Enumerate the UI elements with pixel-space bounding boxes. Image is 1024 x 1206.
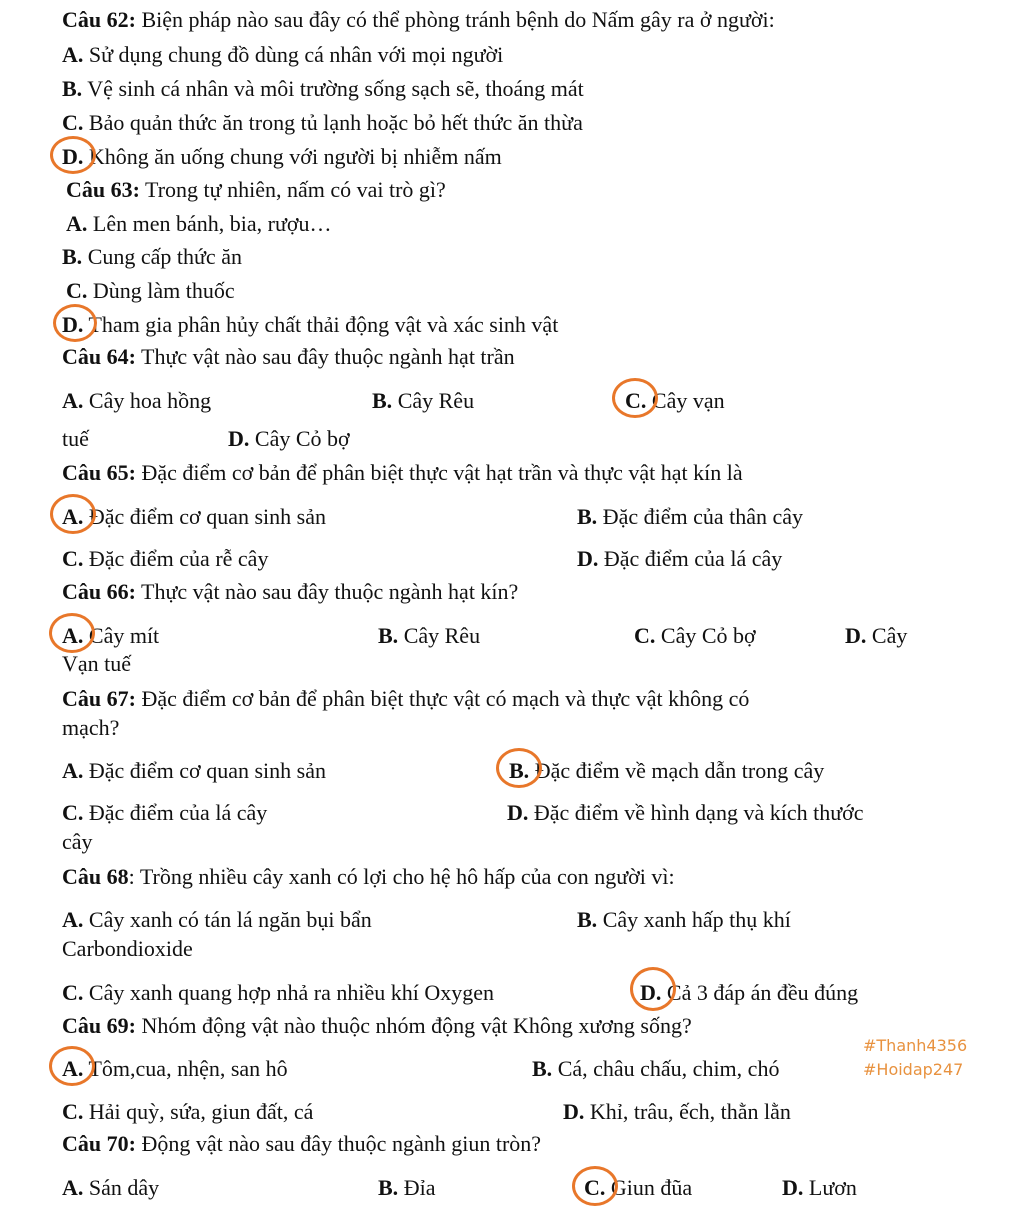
q62-question: Câu 62: Biện pháp nào sau đây có thể phòng tránh bệnh do Nấm gây ra ở người: (62, 7, 775, 32)
q63-option-d: D. Tham gia phân hủy chất thải động vật và xác sinh vật (62, 312, 559, 337)
q62-option-c: C. Bảo quản thức ăn trong tủ lạnh hoặc bỏ hết thức ăn thừa (62, 110, 583, 135)
q64-option-d: D. Cây Cỏ bợ (228, 426, 350, 451)
q66-option-d: D. Cây (845, 623, 908, 648)
q65-option-d: D. Đặc điểm của lá cây (577, 546, 783, 571)
q62-option-d: D. Không ăn uống chung với người bị nhiễm nấm (62, 144, 502, 169)
q70-option-a: A. Sán dây (62, 1175, 160, 1200)
q69-option-a: A. Tôm,cua, nhện, san hô (62, 1056, 288, 1081)
q67-option-c-continued: cây (62, 829, 93, 854)
q69-option-d: D. Khỉ, trâu, ếch, thằn lằn (563, 1099, 791, 1124)
q65-option-c: C. Đặc điểm của rễ cây (62, 546, 269, 571)
q65-option-a: A. Đặc điểm cơ quan sinh sản (62, 504, 326, 529)
q63-option-a: A. Lên men bánh, bia, rượu… (66, 211, 332, 236)
q69-option-b: B. Cá, châu chấu, chim, chó (532, 1056, 780, 1081)
q69-option-c: C. Hải quỳ, sứa, giun đất, cá (62, 1099, 314, 1124)
q64-option-c: C. Cây vạn (625, 388, 725, 413)
q62-option-a: A. Sử dụng chung đồ dùng cá nhân với mọi người (62, 42, 504, 67)
q64-question: Câu 64: Thực vật nào sau đây thuộc ngành hạt trần (62, 344, 515, 369)
q68-option-a: A. Cây xanh có tán lá ngăn bụi bẩn (62, 907, 372, 932)
q64-option-c-continued: tuế (62, 426, 89, 451)
q70-option-b: B. Đỉa (378, 1175, 436, 1200)
q67-option-d: D. Đặc điểm về hình dạng và kích thước (507, 800, 864, 825)
q70-option-d: D. Lươn (782, 1175, 857, 1200)
q63-option-c: C. Dùng làm thuốc (66, 278, 235, 303)
q70-question: Câu 70: Động vật nào sau đây thuộc ngành giun tròn? (62, 1131, 542, 1156)
q67-option-c: C. Đặc điểm của lá cây (62, 800, 268, 825)
q68-option-c: C. Cây xanh quang hợp nhả ra nhiều khí Oxygen (62, 980, 494, 1005)
q63-question: Câu 63: Trong tự nhiên, nấm có vai trò gì? (66, 177, 446, 202)
q68-option-b: B. Cây xanh hấp thụ khí (577, 907, 791, 932)
q67-option-a: A. Đặc điểm cơ quan sinh sản (62, 758, 326, 783)
q68-option-d: D. Cả 3 đáp án đều đúng (640, 980, 859, 1005)
q68-option-a-continued: Carbondioxide (62, 936, 193, 961)
q66-question: Câu 66: Thực vật nào sau đây thuộc ngành hạt kín? (62, 579, 519, 604)
q66-option-d-continued: Vạn tuế (62, 651, 132, 676)
q66-option-a: A. Cây mít (62, 623, 160, 648)
q68-question: Câu 68: Trồng nhiều cây xanh có lợi cho hệ hô hấp của con người vì: (62, 864, 675, 889)
q65-question: Câu 65: Đặc điểm cơ bản để phân biệt thực vật hạt trần và thực vật hạt kín là (62, 460, 743, 485)
q66-option-c: C. Cây Cỏ bợ (634, 623, 756, 648)
q64-option-b: B. Cây Rêu (372, 388, 475, 413)
q67-question-continued: mạch? (62, 715, 120, 740)
q62-option-b: B. Vệ sinh cá nhân và môi trường sống sạch sẽ, thoáng mát (62, 76, 584, 101)
watermark-tag-thanh: #Thanh4356 (863, 1036, 968, 1055)
q66-option-b: B. Cây Rêu (378, 623, 481, 648)
q67-question: Câu 67: Đặc điểm cơ bản để phân biệt thực vật có mạch và thực vật không có (62, 686, 750, 711)
watermark-tag-hoidap: #Hoidap247 (863, 1060, 964, 1079)
q67-option-b: B. Đặc điểm về mạch dẫn trong cây (509, 758, 825, 783)
q69-question: Câu 69: Nhóm động vật nào thuộc nhóm động vật Không xương sống? (62, 1013, 692, 1038)
q70-option-c: C. Giun đũa (584, 1175, 693, 1200)
q63-option-b: B. Cung cấp thức ăn (62, 244, 242, 269)
q65-option-b: B. Đặc điểm của thân cây (577, 504, 804, 529)
q64-option-a: A. Cây hoa hồng (62, 388, 212, 413)
